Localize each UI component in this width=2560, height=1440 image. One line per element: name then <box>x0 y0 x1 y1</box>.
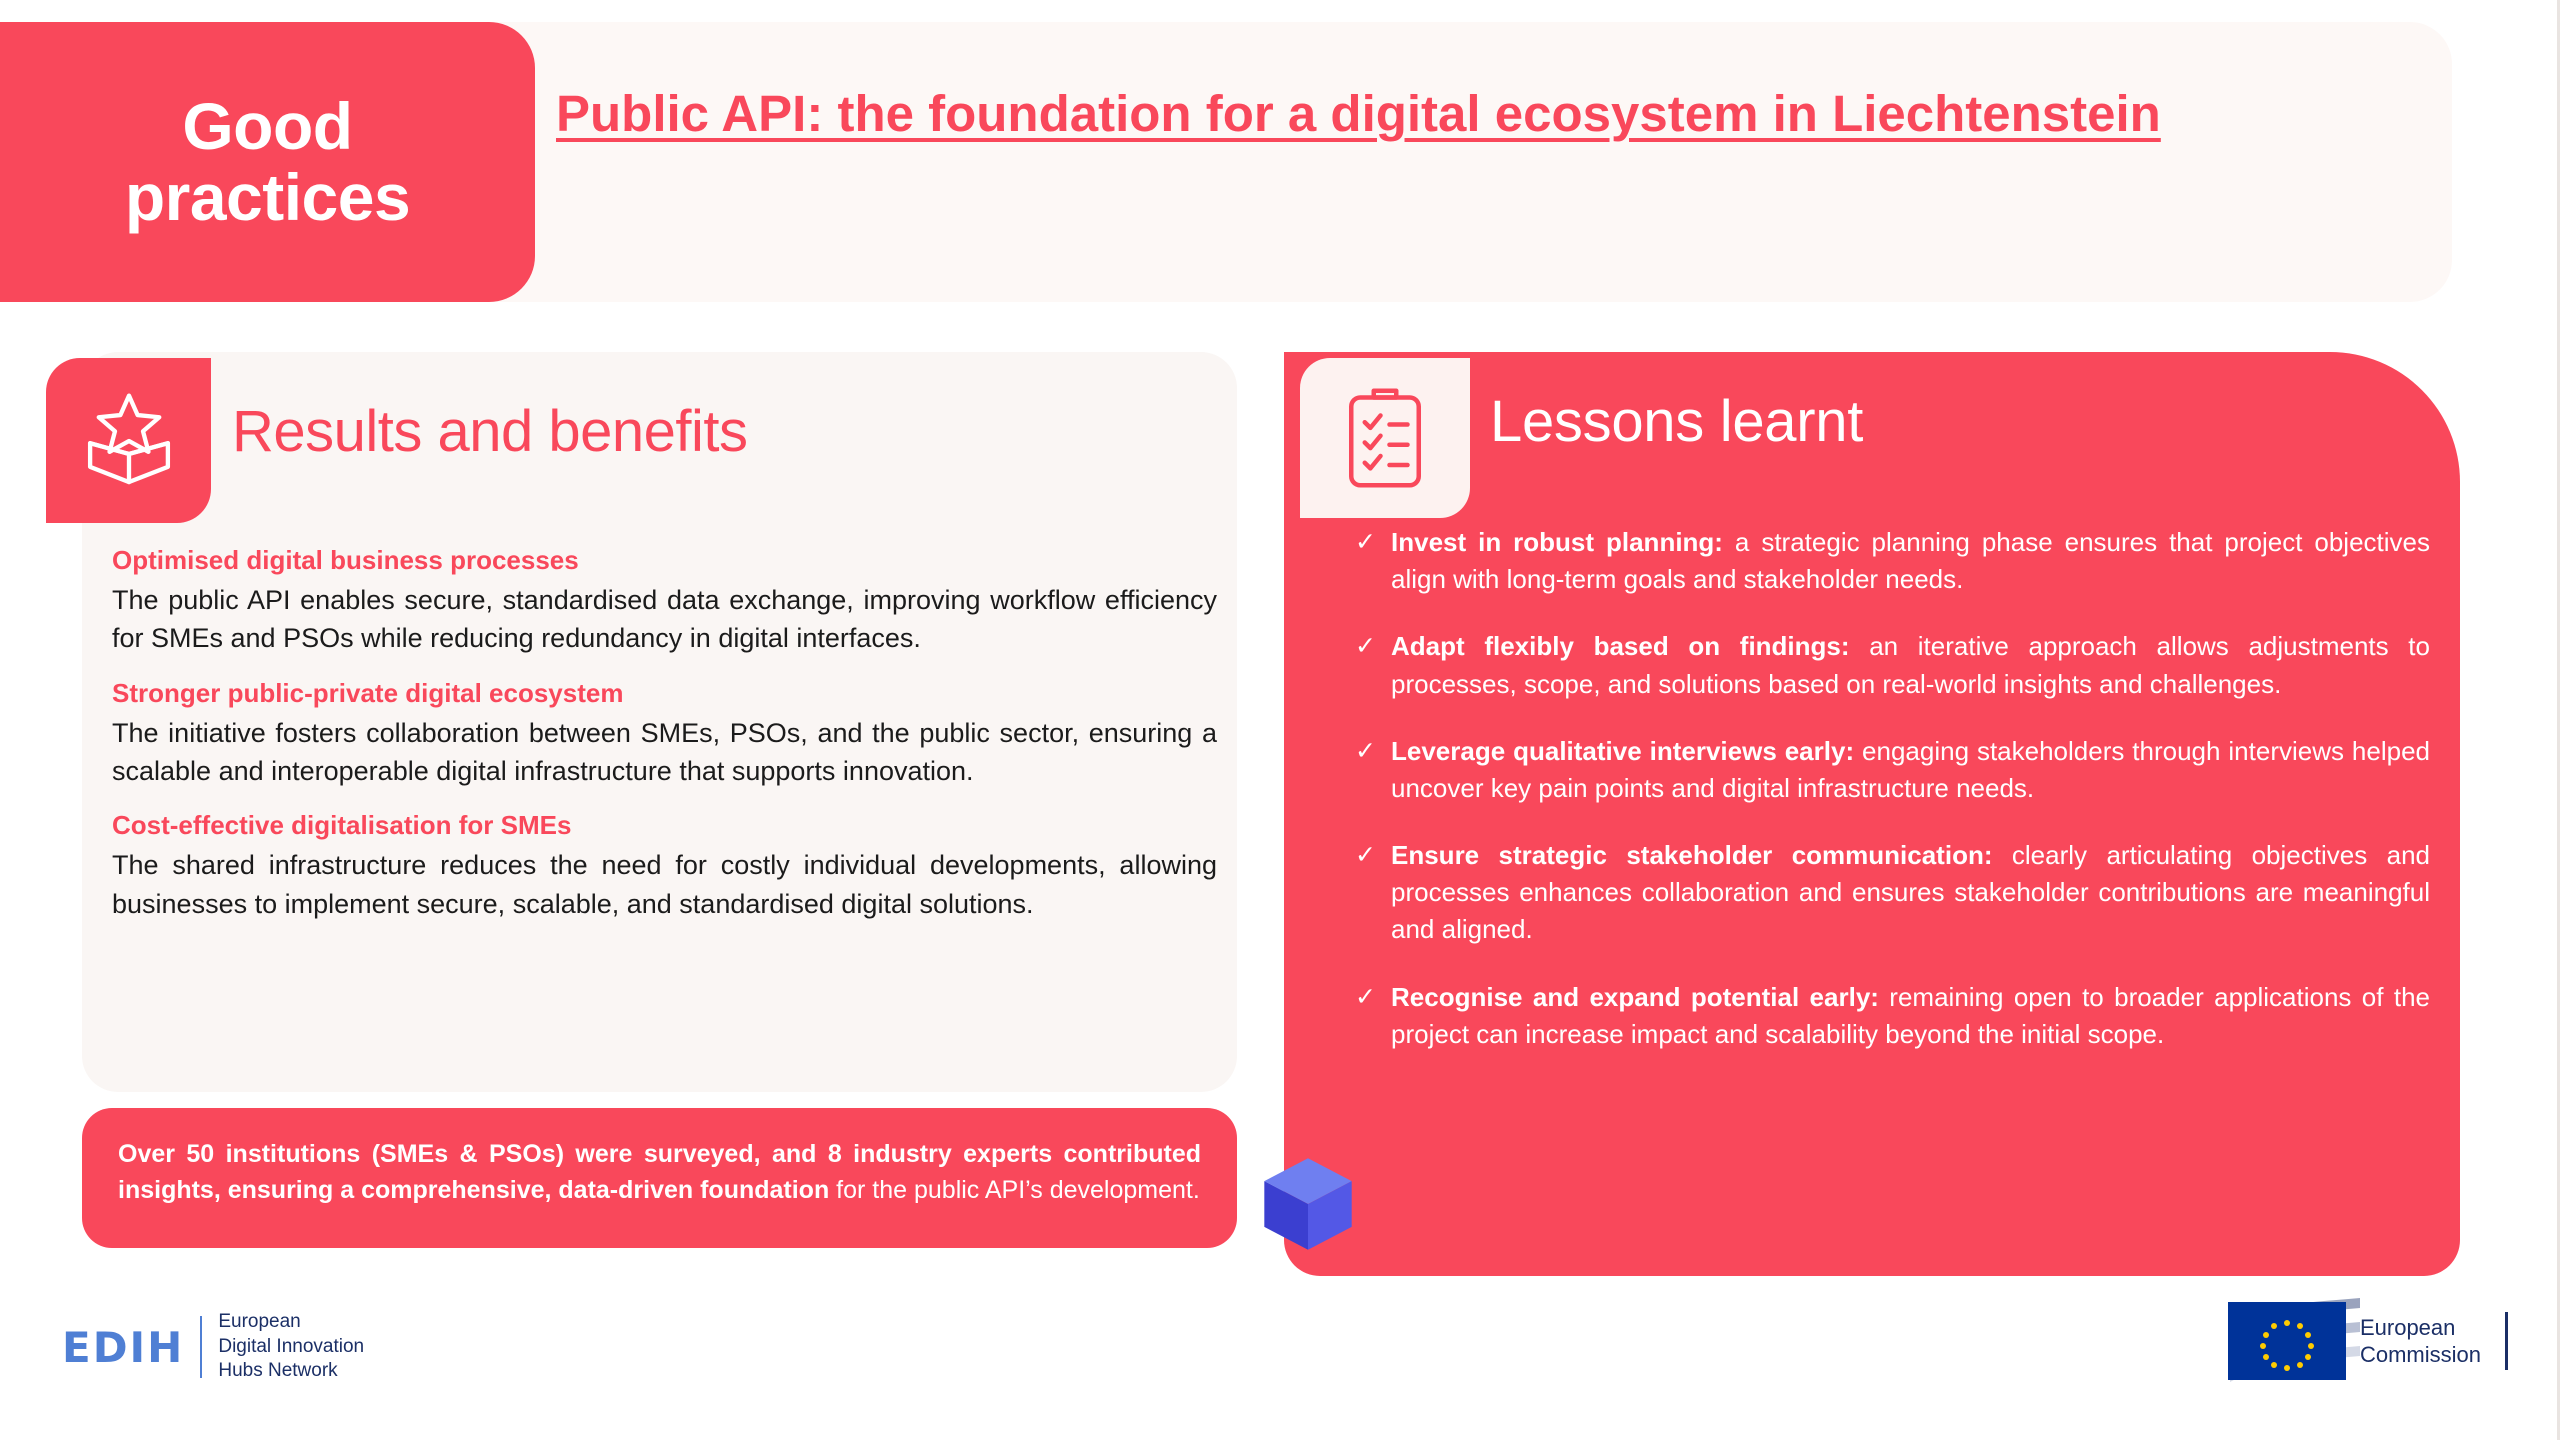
page-title: Public API: the foundation for a digital ecosystem in Liechtenstein <box>556 85 2161 142</box>
result-heading-2: Stronger public-private digital ecosystem <box>112 677 624 708</box>
good-practices-line2: practices <box>124 160 411 234</box>
survey-footnote-rest: for the public API’s development. <box>829 1176 1200 1205</box>
list-item <box>1355 837 2430 949</box>
result-text-2: The initiative fosters collaboration between SMEs, PSOs, and the public sector, ensuring a scalable and interoperable digital infrastructure that supports innovation. <box>112 717 1217 786</box>
blue-cube-icon <box>1256 1152 1360 1256</box>
lesson-bold-5: Recognise and expand potential early: <box>1391 981 1879 1012</box>
lesson-text-4: clearly articulating objectives and processes enhances collaboration and ensures stakeholder contributions are meaningful and aligned. <box>1391 840 2430 945</box>
edih-subtitle <box>218 1310 364 1384</box>
box-with-star-icon <box>46 358 211 523</box>
survey-footnote <box>82 1108 1237 1248</box>
lesson-bold-4: Ensure strategic stakeholder communication: <box>1391 840 1993 871</box>
edih-subtitle-line1: European <box>218 1311 301 1332</box>
clipboard-checklist-icon <box>1300 358 1470 518</box>
survey-footnote-bold: Over 50 institutions (SMEs & PSOs) were surveyed, and 8 industry experts contributed insights, ensuring a comprehensive, data-driven foundation <box>118 1140 1201 1205</box>
lesson-bold-1: Invest in robust planning: <box>1391 527 1723 557</box>
check-icon: ✓ <box>1355 528 1376 556</box>
lesson-text-2: an iterative approach allows adjustments to processes, scope, and solutions based on real-world insights and challenges. <box>1391 631 2430 699</box>
good-practices-line1: Good <box>182 88 353 163</box>
list-item <box>1355 524 2430 598</box>
ec-wordmark-line2: Commission <box>2359 1342 2481 1367</box>
good-practices-tag <box>0 22 535 302</box>
european-commission-logo <box>2228 1302 2508 1380</box>
edih-subtitle-line3: Hubs Network <box>218 1360 338 1382</box>
edih-subtitle-line2: Digital Innovation <box>218 1335 365 1357</box>
list-item <box>1355 733 2430 807</box>
results-and-benefits-title: Results and benefits <box>232 399 748 464</box>
edih-logo <box>62 1310 364 1384</box>
edih-wordmark: EDIH <box>62 1322 185 1372</box>
eu-flag-icon <box>2228 1302 2346 1380</box>
lesson-text-5: remaining open to broader applications of the project can increase impact and scalability beyond the initial scope. <box>1391 981 2430 1049</box>
result-text-3: The shared infrastructure reduces the need for costly individual developments, allowing businesses to implement secure, scalable, and standardised digital solutions. <box>112 850 1217 919</box>
list-item <box>1355 628 2430 702</box>
result-heading-3: Cost-effective digitalisation for SMEs <box>112 810 572 841</box>
lesson-bold-3: Leverage qualitative interviews early: <box>1391 735 1855 766</box>
list-item <box>1355 979 2430 1053</box>
lesson-text-1: a strategic planning phase ensures that project objectives align with long-term goals and stakeholder needs. <box>1391 527 2430 595</box>
ec-wordmark <box>2360 1314 2481 1369</box>
check-icon: ✓ <box>1355 736 1376 765</box>
check-icon: ✓ <box>1355 841 1376 870</box>
check-icon: ✓ <box>1355 982 1376 1011</box>
ec-wordmark-line1: European <box>2359 1314 2456 1340</box>
results-and-benefits-body <box>112 545 1217 923</box>
lesson-text-3: engaging stakeholders through interviews helped uncover key pain points and digital infrastructure needs. <box>1391 735 2430 803</box>
check-icon: ✓ <box>1355 632 1376 661</box>
lessons-learnt-title: Lessons learnt <box>1490 389 1864 454</box>
result-heading-1: Optimised digital business processes <box>112 545 579 575</box>
lessons-list <box>1355 524 2430 1083</box>
logo-divider <box>200 1316 202 1378</box>
lesson-bold-2: Adapt flexibly based on findings: <box>1391 631 1850 662</box>
result-text-1: The public API enables secure, standardised data exchange, improving workflow efficiency for SMEs and PSOs while reducing redundancy in digital interfaces. <box>112 585 1217 654</box>
ec-vertical-bar <box>2505 1312 2508 1370</box>
